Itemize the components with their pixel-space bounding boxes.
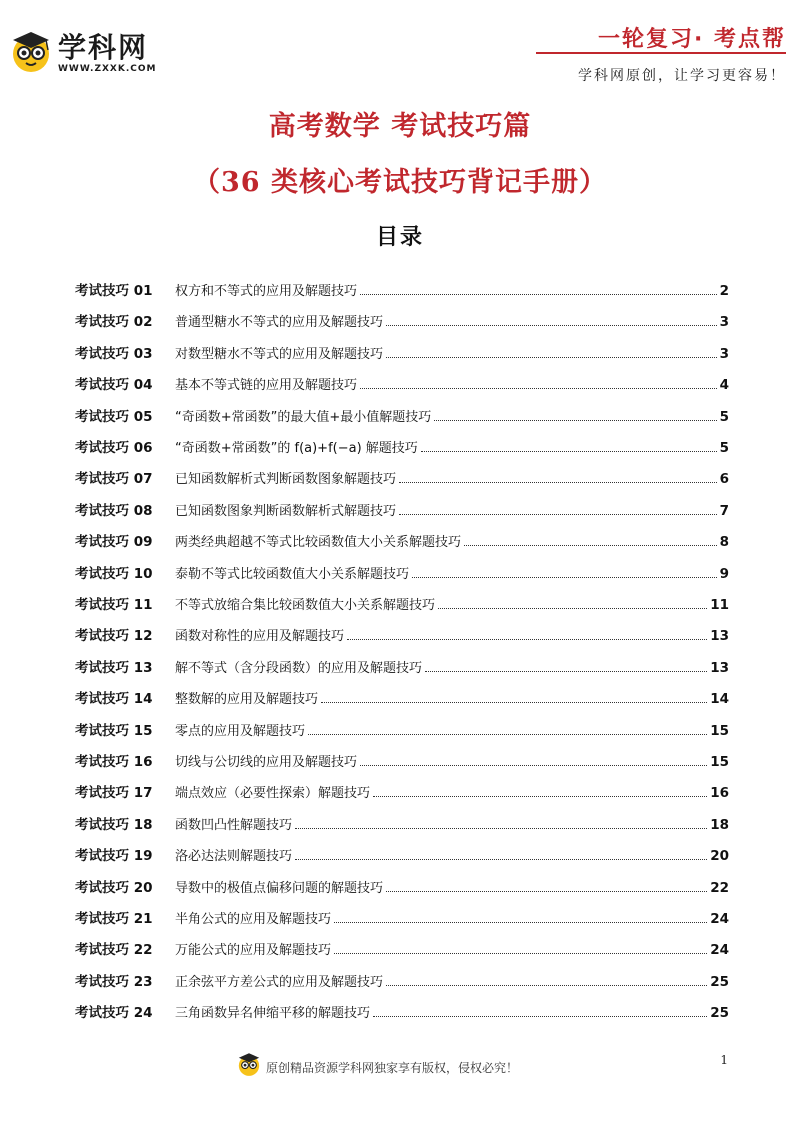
toc-entry-label: 考试技巧 13 (75, 659, 153, 676)
page-header (0, 0, 800, 90)
toc-heading: 目录 (375, 225, 424, 250)
toc-entry-title: 三角函数异名伸缩平移的解题技巧 (175, 1006, 371, 1022)
toc-entry[interactable] (75, 465, 729, 487)
toc-entry-title: 两类经典超越不等式比较函数值大小关系解题技巧 (175, 535, 462, 551)
toc-entry-page: 24 (710, 911, 729, 927)
toc-entry[interactable] (75, 717, 729, 739)
toc-entry-title: 半角公式的应用及解题技巧 (175, 912, 332, 927)
toc-entry-page: 13 (710, 659, 729, 676)
brand-block (578, 22, 786, 85)
toc-entry-label: 考试技巧 22 (75, 942, 153, 959)
toc-dot-leader (386, 890, 707, 892)
document-title: 高考数学 考试技巧篇 (268, 111, 532, 142)
toc-entry-title: “奇函数+常函数”的最大值+最小值解题技巧 (175, 409, 432, 425)
toc-entry[interactable] (75, 403, 729, 425)
toc-dot-leader (373, 795, 707, 797)
toc-entry[interactable] (75, 371, 729, 393)
copyright-notice: 原创精品资源学科网独家享有版权，侵权必究！ (266, 1061, 519, 1075)
toc-entry[interactable] (75, 308, 729, 330)
toc-entry-title: 洛必达法则解题技巧 (175, 849, 293, 865)
toc-entry[interactable] (75, 560, 729, 582)
toc-entry-page: 25 (710, 1005, 729, 1022)
toc-entry-label: 考试技巧 04 (75, 377, 153, 394)
toc-entry-label: 考试技巧 21 (75, 911, 153, 927)
toc-entry-label: 考试技巧 14 (75, 691, 153, 708)
toc-entry-label: 考试技巧 07 (75, 471, 153, 488)
toc-entry-page: 8 (719, 534, 729, 551)
toc-entry[interactable] (75, 685, 729, 707)
toc-entry-label: 考试技巧 12 (75, 628, 153, 645)
toc-dot-leader (412, 576, 717, 578)
toc-entry-label: 考试技巧 20 (75, 879, 153, 896)
brand-subtitle: 学科网原创，让学习更容易！ (578, 68, 786, 84)
brand-divider (536, 52, 786, 54)
toc-entry-label: 考试技巧 01 (75, 283, 153, 299)
toc-dot-leader (334, 952, 707, 954)
toc-dot-leader (434, 419, 716, 421)
toc-entry-page: 15 (710, 754, 729, 770)
toc-entry[interactable] (75, 434, 729, 456)
document-subtitle: （36 类核心考试技巧背记手册） (193, 167, 607, 198)
toc-entry-title: 零点的应用及解题技巧 (175, 723, 306, 739)
logo-text: 学科网 (58, 31, 149, 64)
toc-entry[interactable] (75, 842, 729, 864)
toc-entry-title: 解不等式（含分段函数）的应用及解题技巧 (175, 660, 423, 676)
toc-entry-page: 13 (710, 628, 729, 645)
toc-entry-page: 6 (719, 471, 729, 488)
toc-dot-leader (347, 638, 707, 640)
toc-entry[interactable] (75, 968, 729, 990)
toc-entry-title: 普通型糖水不等式的应用及解题技巧 (175, 315, 384, 331)
owl-mascot-icon (8, 28, 54, 74)
toc-entry[interactable] (75, 497, 729, 519)
toc-entry-label: 考试技巧 15 (75, 722, 153, 739)
toc-entry-label: 考试技巧 03 (75, 345, 153, 362)
toc-dot-leader (386, 356, 717, 358)
zxxk-logo[interactable] (6, 26, 176, 82)
toc-dot-leader (386, 324, 717, 326)
toc-entry[interactable] (75, 277, 729, 299)
toc-dot-leader (360, 387, 717, 389)
toc-entry-page: 25 (710, 973, 729, 990)
toc-entry-page: 4 (719, 377, 729, 394)
toc-entry-title: 函数凹凸性解题技巧 (175, 817, 293, 833)
toc-entry-title: 已知函数图象判断函数解析式解题技巧 (175, 503, 397, 519)
toc-entry-title: 正余弦平方差公式的应用及解题技巧 (175, 974, 384, 990)
toc-dot-leader (386, 984, 707, 986)
toc-entry-page: 7 (719, 502, 729, 519)
toc-entry-title: 切线与公切线的应用及解题技巧 (175, 755, 358, 770)
toc-entry[interactable] (75, 936, 729, 958)
toc-entry-title: 万能公式的应用及解题技巧 (175, 943, 332, 959)
toc-entry-label: 考试技巧 18 (75, 816, 153, 833)
toc-entry[interactable] (75, 591, 729, 613)
toc-dot-leader (464, 544, 717, 546)
toc-entry-title: 函数对称性的应用及解题技巧 (175, 629, 345, 645)
toc-entry-page: 14 (710, 691, 729, 708)
toc-entry-label: 考试技巧 08 (75, 502, 153, 519)
toc-entry-title: 端点效应（必要性探索）解题技巧 (175, 786, 371, 802)
toc-dot-leader (308, 733, 707, 735)
toc-entry[interactable] (75, 779, 729, 801)
toc-entry-title: 已知函数解析式判断函数图象解题技巧 (175, 472, 397, 488)
toc-entry-label: 考试技巧 17 (75, 785, 153, 802)
logo-url: WWW.ZXXK.COM (58, 64, 157, 74)
toc-entry-label: 考试技巧 16 (75, 754, 153, 770)
toc-dot-leader (360, 764, 707, 766)
toc-entry-title: 权方和不等式的应用及解题技巧 (175, 284, 358, 299)
toc-dot-leader (334, 921, 707, 923)
toc-dot-leader (360, 293, 717, 295)
toc-entry-page: 3 (719, 345, 729, 362)
toc-entry-title: 泰勒不等式比较函数值大小关系解题技巧 (175, 566, 410, 582)
toc-entry-label: 考试技巧 24 (75, 1005, 153, 1022)
toc-dot-leader (399, 481, 717, 483)
toc-entry-page: 3 (719, 314, 729, 331)
toc-entry-page: 9 (719, 565, 729, 582)
toc-entry-label: 考试技巧 09 (75, 534, 153, 551)
toc-entry-title: 对数型糖水不等式的应用及解题技巧 (175, 346, 384, 362)
toc-entry[interactable] (75, 811, 729, 833)
toc-entry-page: 11 (710, 597, 729, 613)
toc-entry-title: 不等式放缩合集比较函数值大小关系解题技巧 (175, 598, 436, 613)
toc-entry-page: 15 (710, 722, 729, 739)
brand-title: 一轮复习· 考点帮 (597, 27, 786, 52)
toc-dot-leader (425, 670, 707, 672)
toc-entry[interactable] (75, 999, 729, 1021)
toc-entry-page: 24 (710, 942, 729, 959)
toc-entry-page: 18 (710, 816, 729, 833)
toc-dot-leader (321, 701, 707, 703)
toc-entry-page: 5 (719, 408, 729, 425)
toc-entry[interactable] (75, 905, 729, 927)
toc-dot-leader (421, 450, 717, 452)
toc-entry-label: 考试技巧 06 (75, 440, 153, 456)
toc-entry-title: 整数解的应用及解题技巧 (175, 692, 319, 708)
toc-dot-leader (295, 827, 707, 829)
toc-entry-page: 22 (710, 879, 729, 896)
toc-entry[interactable] (75, 748, 729, 770)
toc-entry-label: 考试技巧 10 (75, 565, 153, 582)
toc-entry-page: 2 (719, 283, 729, 299)
page-footer (0, 1045, 800, 1095)
toc-entry-title: 导数中的极值点偏移问题的解题技巧 (175, 880, 384, 896)
toc-dot-leader (438, 607, 707, 609)
toc-entry[interactable] (75, 528, 729, 550)
toc-dot-leader (399, 513, 717, 515)
page-number: 1 (720, 1053, 728, 1067)
toc-entry[interactable] (75, 622, 729, 644)
toc-dot-leader (295, 858, 707, 860)
toc-entry-page: 16 (710, 785, 729, 802)
toc-entry-label: 考试技巧 23 (75, 973, 153, 990)
toc-entry-label: 考试技巧 05 (75, 408, 153, 425)
toc-entry-label: 考试技巧 02 (75, 314, 153, 331)
toc-entry-label: 考试技巧 11 (75, 597, 153, 613)
toc-entry-page: 5 (719, 440, 729, 456)
toc-entry-page: 20 (710, 848, 729, 865)
toc-entry[interactable] (75, 874, 729, 896)
toc-entry[interactable] (75, 340, 729, 362)
toc-entry-title: “奇函数+常函数”的 f(a)+f(−a) 解题技巧 (175, 441, 418, 456)
toc-dot-leader (373, 1015, 707, 1017)
toc-entry[interactable] (75, 654, 729, 676)
toc-entry-title: 基本不等式链的应用及解题技巧 (175, 378, 358, 394)
toc-entry-label: 考试技巧 19 (75, 848, 153, 865)
owl-mascot-icon (236, 1051, 262, 1077)
